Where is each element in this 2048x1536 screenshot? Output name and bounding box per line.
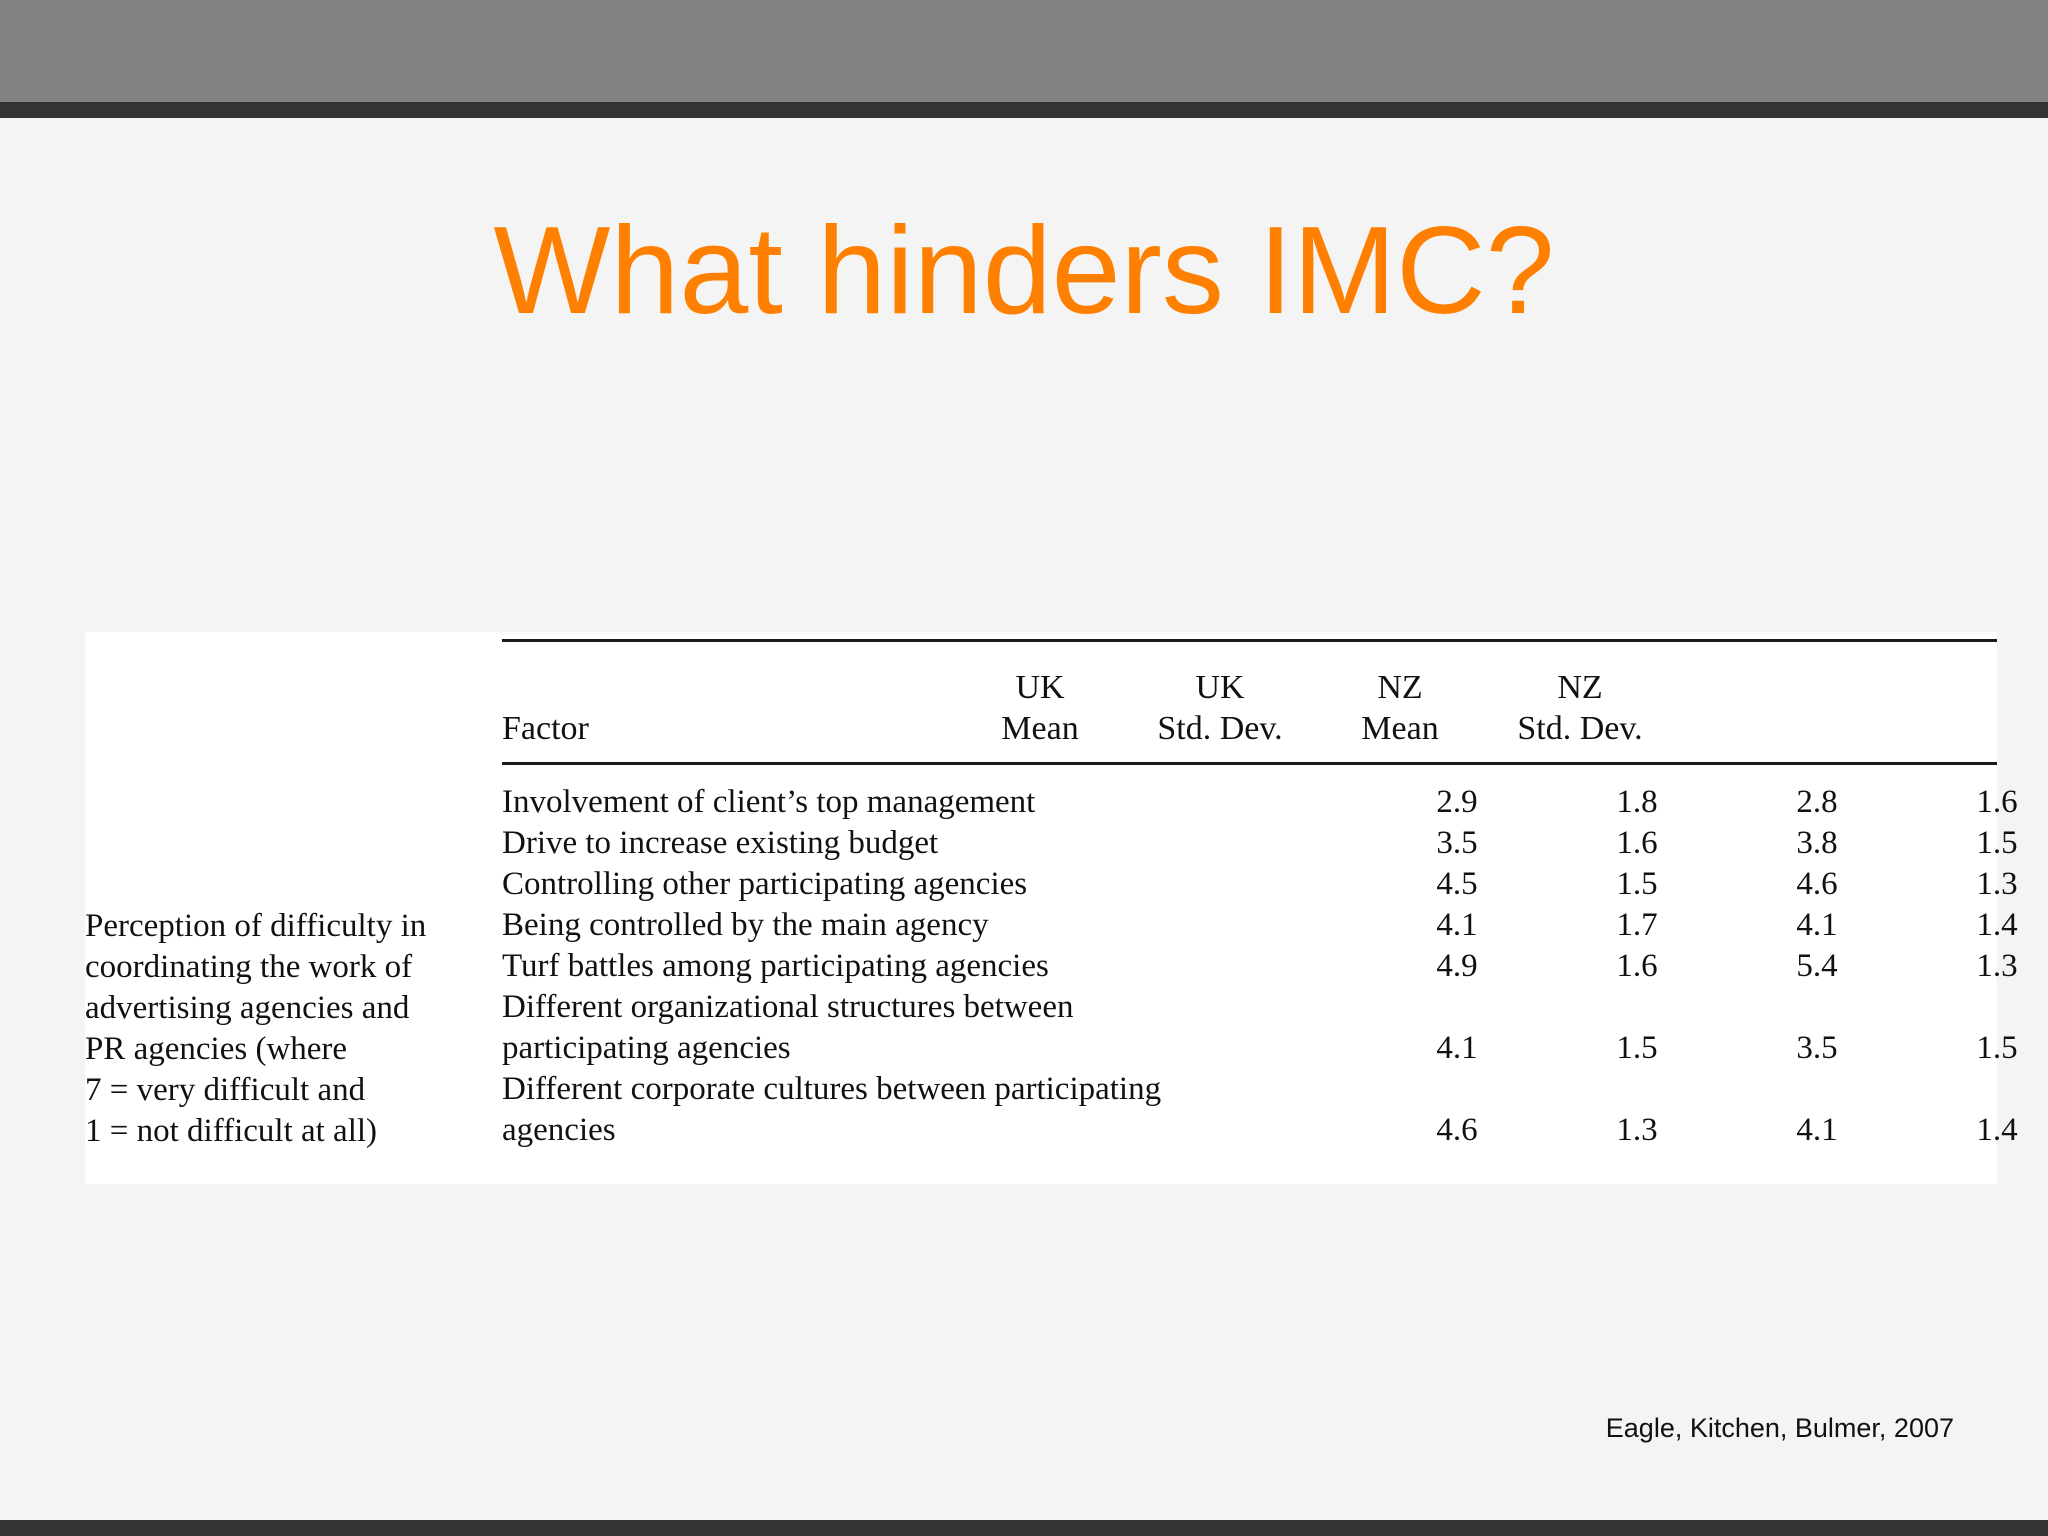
row-nz-sd: 1.5 bbox=[1976, 1030, 2018, 1066]
row-factor-line: participating agencies bbox=[502, 1030, 791, 1066]
row-nz-mean: 3.8 bbox=[1796, 825, 1838, 861]
side-label-line: Perception of difficulty in bbox=[85, 908, 427, 944]
side-label-line: PR agencies (where bbox=[85, 1031, 348, 1067]
row-uk-sd: 1.5 bbox=[1616, 866, 1658, 902]
row-nz-mean: 4.1 bbox=[1796, 907, 1838, 943]
row-factor-line: Different organizational structures between bbox=[502, 989, 1074, 1025]
table-side-label bbox=[85, 906, 485, 1152]
row-factor-line: agencies bbox=[502, 1112, 616, 1148]
row-uk-mean: 4.9 bbox=[1436, 948, 1478, 984]
row-nz-sd: 1.6 bbox=[1976, 784, 2018, 820]
row-factor bbox=[502, 823, 1282, 864]
side-label-line: coordinating the work of bbox=[85, 949, 413, 985]
row-uk-sd: 1.3 bbox=[1616, 1112, 1658, 1148]
row-factor bbox=[502, 1069, 1282, 1151]
row-uk-mean: 3.5 bbox=[1436, 825, 1478, 861]
side-label-line: advertising agencies and bbox=[85, 990, 410, 1026]
row-uk-mean: 4.6 bbox=[1436, 1112, 1478, 1148]
row-uk-sd: 1.5 bbox=[1616, 1030, 1658, 1066]
side-label-line: 7 = very difficult and bbox=[85, 1072, 366, 1108]
row-uk-mean: 4.1 bbox=[1436, 1030, 1478, 1066]
row-uk-mean: 4.1 bbox=[1436, 907, 1478, 943]
data-table bbox=[85, 632, 2018, 1184]
row-factor-line: Involvement of client’s top management bbox=[502, 784, 1036, 820]
row-nz-sd: 1.3 bbox=[1976, 866, 2018, 902]
row-factor bbox=[502, 987, 1282, 1069]
row-nz-sd: 1.4 bbox=[1976, 907, 2018, 943]
row-factor-line: Being controlled by the main agency bbox=[502, 907, 989, 943]
row-factor bbox=[502, 864, 1282, 905]
slide-title: What hinders IMC? bbox=[493, 202, 1555, 340]
row-factor-line: Controlling other participating agencies bbox=[502, 866, 1028, 902]
row-factor-line: Turf battles among participating agencies bbox=[502, 948, 1049, 984]
row-factor bbox=[502, 946, 1282, 987]
row-nz-mean: 3.5 bbox=[1796, 1030, 1838, 1066]
row-nz-mean: 4.1 bbox=[1796, 1112, 1838, 1148]
row-factor bbox=[502, 782, 1282, 823]
header-nz-sd-line2: Std. Dev. bbox=[1517, 710, 1643, 747]
header-nz-mean-line1: NZ bbox=[1377, 669, 1423, 706]
top-band bbox=[0, 0, 2048, 102]
row-factor bbox=[502, 905, 1282, 946]
top-stripe bbox=[0, 102, 2048, 118]
table-top-rule bbox=[502, 639, 1997, 642]
row-nz-sd: 1.5 bbox=[1976, 825, 2018, 861]
row-nz-mean: 4.6 bbox=[1796, 866, 1838, 902]
header-uk-mean-line2: Mean bbox=[1001, 710, 1079, 747]
header-uk-sd-line1: UK bbox=[1195, 669, 1245, 706]
row-nz-sd: 1.3 bbox=[1976, 948, 2018, 984]
header-uk-mean-line1: UK bbox=[1015, 669, 1065, 706]
row-factor-line: Different corporate cultures between participating bbox=[502, 1071, 1162, 1107]
row-nz-sd: 1.4 bbox=[1976, 1112, 2018, 1148]
row-uk-sd: 1.7 bbox=[1616, 907, 1658, 943]
row-factor-line: Drive to increase existing budget bbox=[502, 825, 939, 861]
row-uk-mean: 2.9 bbox=[1436, 784, 1478, 820]
row-nz-mean: 5.4 bbox=[1796, 948, 1838, 984]
header-uk-mean bbox=[965, 667, 1115, 749]
header-uk-sd-line2: Std. Dev. bbox=[1157, 710, 1283, 747]
header-nz-mean bbox=[1325, 667, 1475, 749]
table-header-rule bbox=[502, 762, 1997, 765]
row-uk-sd: 1.6 bbox=[1616, 825, 1658, 861]
row-uk-sd: 1.6 bbox=[1616, 948, 1658, 984]
header-uk-sd bbox=[1145, 667, 1295, 749]
header-nz-sd-line1: NZ bbox=[1557, 669, 1603, 706]
header-nz-mean-line2: Mean bbox=[1361, 710, 1439, 747]
bottom-stripe bbox=[0, 1520, 2048, 1536]
citation: Eagle, Kitchen, Bulmer, 2007 bbox=[1605, 1413, 1954, 1443]
header-factor: Factor bbox=[502, 710, 589, 747]
row-nz-mean: 2.8 bbox=[1796, 784, 1838, 820]
row-uk-mean: 4.5 bbox=[1436, 866, 1478, 902]
row-uk-sd: 1.8 bbox=[1616, 784, 1658, 820]
side-label-line: 1 = not difficult at all) bbox=[85, 1113, 378, 1149]
header-nz-sd bbox=[1505, 667, 1655, 749]
